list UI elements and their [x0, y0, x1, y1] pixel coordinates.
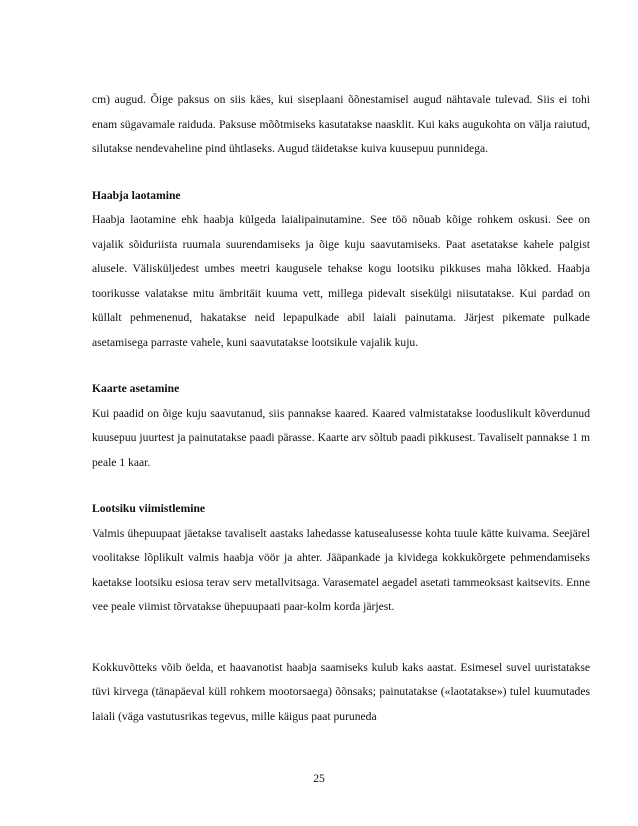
- section-kaarte-asetamine: [92, 377, 590, 475]
- section-lootsiku-viimistlemine: [92, 497, 590, 620]
- spacer: [92, 620, 590, 656]
- section-body: Kui paadid on õige kuju saavutanud, siis pannakse kaared. Kaared valmistatakse looduslikult kõverdunud kuusepuu juurtest ja painutatakse paadi pärasse. Kaarte arv sõltub paadi pikkusest. Tavaliselt pannakse 1 m peale 1 kaar.: [92, 406, 590, 469]
- page-content: [92, 88, 590, 729]
- section-heading: Haabja laotamine: [92, 188, 181, 202]
- section-body: Haabja laotamine ehk haabja külgeda laialipainutamine. See töö nõuab kõige rohkem oskusi. See on vajalik sõiduriista ruumala suurendamiseks ja õige kuju saavutamiseks. Paat asetatakse kahele palgist alusele. Välisküljedest umbes meetri kaugusele tehakse kogu lootsiku pikkuses maha lõkked. Haabja toorikusse valatakse mitu ämbritäit kuuma vett, millega pidevalt sisekülgi niisutatakse. Kui pardad on küllalt pehmenenud, hakatakse neid lepapulkade abil laiali painutama. Järjest pikemate pulkade asetamisega parraste vahele, kuni saavutatakse lootsikule vajalik kuju.: [92, 213, 590, 349]
- spacer: [92, 162, 590, 184]
- page-number: 25: [313, 772, 325, 785]
- closing-paragraph: Kokkuvõtteks võib öelda, et haavanotist haabja saamiseks kulub kaks aastat. Esimesel suvel uuristatakse tüvi kirvega (tänapäeval küll rohkem mootorsaega) õõnsaks; painutatakse («laotatakse») tulel kuumutades laiali (väga vastutusrikas tegevus, mille käigus paat puruneda: [92, 660, 590, 723]
- section-body: Valmis ühepuupaat jäetakse tavaliselt aastaks lahedasse katusealusesse kohta tuule kätte kuivama. Seejärel voolitakse lõplikult valmis haabja vöör ja ahter. Jääpankade ja kividega kokkukõrgete pehmendamiseks kaetakse lootsiku esiosa terav serv metallvitsaga. Varasematel aegadel asetati tammeoksast kaitsevits. Enne vee peale viimist tõrvatakse ühepuupaati paar-kolm korda järjest.: [92, 526, 590, 613]
- section-heading: Lootsiku viimistlemine: [92, 502, 206, 515]
- intro-paragraph: cm) augud. Õige paksus on siis käes, kui siseplaani õõnestamisel augud nähtavale tulevad. Siis ei tohi enam sügavamale raiduda. Paksuse mõõtmiseks kasutatakse naasklit. Kui kaks augukohta on välja raiutud, silutakse nendevaheline pind ühtlaseks. Augud täidetakse kuiva kuusepuu punnidega.: [92, 93, 590, 155]
- spacer: [92, 475, 590, 497]
- spacer: [92, 355, 590, 377]
- section-haabja-laotamine: [92, 184, 590, 356]
- section-heading: Kaarte asetamine: [92, 382, 180, 395]
